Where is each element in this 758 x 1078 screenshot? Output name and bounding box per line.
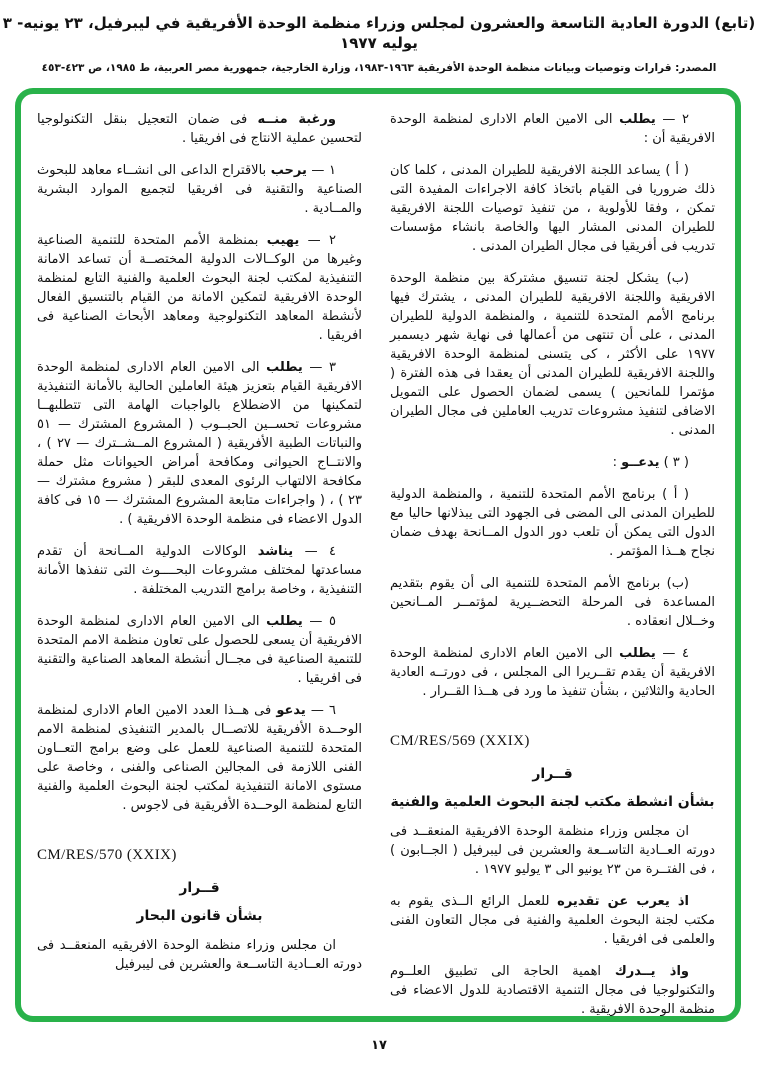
paragraph: ( أ ) برنامج الأمم المتحدة للتنمية ، والمنظمة الدولية للطيران المدنى الى المضى فى الجهود التى يبذلانها حاليا مع الدول التى يمكن أن تلعب دور الدول المــانحة بهدف ضمان نجاح هــذا المؤتمر . <box>390 487 715 559</box>
paragraph: ٣ — يطلب الى الامين العام الادارى لمنظمة الوحدة الافريقية القيام بتعزيز هيئة العاملين الحالية بالأمانة التنفيذية لتمكينها من الاضطلاع بالواجبات الهامة التى تتطلبهــا مشروعات تحســين الحبــوب ( المشروع المشترك — ٥١ والنباتات الطبية الأفريقية ( المشروع المــشــترك — ٢٧ ) ، والانتــاج الحيوانى ومكافحة أمراض الحيوانات مثل حملة مكافحة الالتهاب الرئوى المعدى للبقر ( مشروع مشترك — ٢٣ ) ، ( واجراءات متابعة المشروع المشترك — ١٥ فى كافة الدول الاعضاء فى منظمة الوحدة الافريقية ) . <box>37 360 362 527</box>
two-column-layout <box>37 110 715 1016</box>
paragraph: ٤ — يطلب الى الامين العام الادارى لمنظمة الوحدة الافريقية أن يقدم تقــريرا الى المجلس ، فى دورتــه العادية الحادية والثلاثين ، بشأن تنفيذ ما ورد فى هــذا القــرار . <box>390 646 715 699</box>
document-source: المصدر: قرارات وتوصيات وبيانات منظمة الوحدة الأفريقية ١٩٦٣-١٩٨٣، وزارة الخارجية، جمهورية مصر العربية، ط ١٩٨٥، ص ٤٢٣-٤٥٣ <box>41 62 717 74</box>
column-left <box>37 110 362 1016</box>
document-title: (تابع) الدورة العادية التاسعة والعشرون لمجلس وزراء منظمة الوحدة الأفريقية في ليبرفيل، ٢٣ يونيه- ٣ يوليه ١٩٧٧ <box>2 14 756 52</box>
paragraph: (ب) برنامج الأمم المتحدة للتنمية الى أن يقوم بتقديم المساعدة فى المرحلة التحضــيرية لمؤتمــر المــانحين وخــلال انعقاده . <box>390 576 715 629</box>
paragraph: ( ٣ ) يدعــو : <box>612 455 689 470</box>
paragraph: اذ يعرب عن تقديره للعمل الرائع الــذى يقوم به مكتب لجنة البحوث العلمية والفنية فى مجال التعاون الفنى والعلمى فى افريقيا . <box>390 894 715 947</box>
paragraph: ١ — يرحب بالاقتراح الداعى الى انشــاء معاهد للبحوث الصناعية والتقنية فى افريقيا لتجميع الموارد البشرية والمــادية . <box>37 163 362 216</box>
paragraph: ( أ ) يساعد اللجنة الافريقية للطيران المدنى ، كلما كان ذلك ضروريا فى القيام باتخاذ كافة الاجراءات المفيدة التى تمكن ، وفقا للأولوية ، من تنفيذ توصيات اللجنة الافريقية للطيران المدنى المشار اليها والخاصة بانشاء مؤسسات تدريب فى أفريقيا فى مجال الطيران المدنى . <box>390 163 715 254</box>
resolution-code: CM/RES/569 (XXIX) <box>390 733 530 749</box>
paragraph: واذ يــدرك اهمية الحاجة الى تطبيق العلــوم والتكنولوجيا فى مجال التنمية الاقتصادية للدول الاعضاء فى منظمة الوحدة الافريقية . <box>390 964 715 1017</box>
paragraph: ٤ — يناشد الوكالات الدولية المــانحة أن تقدم مساعدتها لمختلف مشروعات البحــــوث التى تنفذها الأمانة التنفيذية ، وخاصة برامج التدريب المختلفة . <box>37 544 362 597</box>
page-header <box>0 14 758 74</box>
paragraph: ان مجلس وزراء منظمة الوحدة الافريقية المنعقــد فى دورته العــادية التاســعة والعشرين فى ليبرفيل ( الجــابون ) ، فى الفتــرة من ٢٣ يونيو الى ٣ يوليو ١٩٧٧ . <box>390 824 715 877</box>
paragraph: ٢ — يهيب بمنظمة الأمم المتحدة للتنمية الصناعية وغيرها من الوكــالات الدولية المختصــة أن تساعد الامانة التنفيذية لمكتب لجنة البحوث العلمية والفنية التابع لمنظمة الوحدة الافريقية لتمكين الامانة من القيام بالتنسيق الفعال لأنشطة المعاهد التكنولوجية ومعاهد الأبحاث الصناعية فى افريقيا . <box>37 233 362 343</box>
resolution-heading: بشأن انشطة مكتب لجنة البحوث العلمية والفنية <box>390 794 715 810</box>
page-number: ١٧ <box>371 1038 387 1053</box>
content-frame <box>15 88 741 1022</box>
paragraph: ٢ — يطلب الى الامين العام الادارى لمنظمة الوحدة الافريقية أن : <box>390 112 715 146</box>
resolution-heading: قــرار <box>179 880 220 896</box>
paragraph: ٥ — يطلب الى الامين العام الادارى لمنظمة الوحدة الافريقية أن يسعى للحصول على تعاون منظمة الامم المتحدة للتنمية الصناعية فى مجــال أنشطة المعاهد الصناعية والتقنية فى افريقيا . <box>37 614 362 686</box>
paragraph: ان مجلس وزراء منظمة الوحدة الافريقيه المنعقــد فى دورته العــادية التاســعة والعشرين فى ليبرفيل <box>37 938 362 972</box>
paragraph: (ب) يشكل لجنة تنسيق مشتركة بين منظمة الوحدة الافريقية واللجنة الافريقية للطيران المدنى ، يشترك فيها برنامج الأمم المتحدة للتنمية ، والمنظمة الدولية للطيران المدنى ، على أن تنتهى من أعمالها فى نهاية شهر ديسمبر ١٩٧٧ على الأكثر ، كى يتسنى لمنظمة الوحدة الافريقية واللجنة الافريقية للطيران المدنى أن يعقدا فى هذه الفترة ( مؤتمرا للمانحين ) يسمى لضمان الحصول على التمويل الاضافى لتنفيذ مشروعات تدريب العاملين فى مجال الطيران المدنى . <box>390 271 715 438</box>
column-right <box>390 110 715 1016</box>
resolution-heading: قــرار <box>532 766 573 782</box>
paragraph: ٦ — يدعو فى هــذا العدد الامين العام الادارى لمنظمة الوحــدة الأفريقية للاتصــال بالمدير التنفيذى لمنظمة الامم المتحدة للتنمية الصناعية للعمل على وضع برامج التعــاون الفنى اللازمة فى المجالين الصناعى والفنى ، وخاصة على مستوى الامانة التنفيذية لمكتب لجنة البحوث العلمية والفنية التابع لمنظمة الوحــدة الأفريقية فى لاجوس . <box>37 703 362 813</box>
paragraph: ورغبة منــه فى ضمان التعجيل بنقل التكنولوجيا لتحسين عملية الانتاج فى افريقيا . <box>37 112 362 146</box>
resolution-code: CM/RES/570 (XXIX) <box>37 847 177 863</box>
resolution-heading: بشأن قانون البحار <box>136 908 263 924</box>
